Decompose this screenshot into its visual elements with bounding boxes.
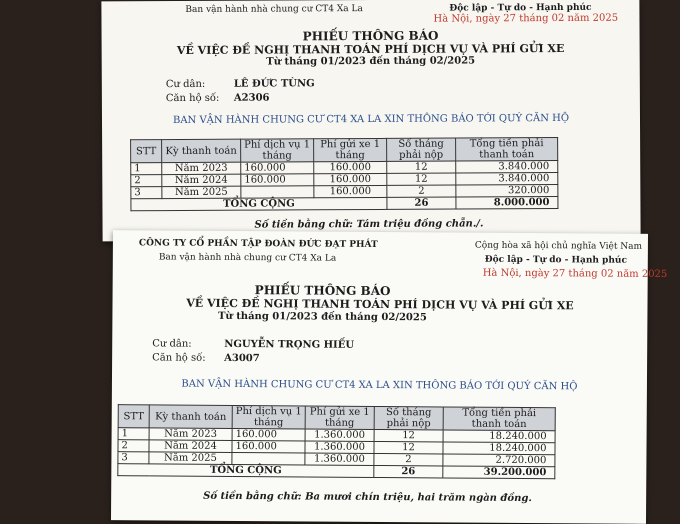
total-row [131, 197, 558, 211]
motto-line: Độc lập - Tự do - Hạnh phúc [484, 254, 627, 266]
cell-period: Năm 2023 [149, 428, 232, 441]
resident-name: LÊ ĐỨC TÙNG [233, 78, 315, 90]
apartment-label: Căn hộ số: [152, 352, 206, 364]
company-name: CÔNG TY CỔ PHẦN TẬP ĐOÀN ĐỨC ĐẠT PHÁT [138, 238, 378, 250]
cell-stt: 3 [118, 452, 149, 464]
cell-period: Năm 2024 [162, 174, 241, 186]
country-line: Cộng hòa xã hội chủ nghĩa Việt Nam [474, 240, 643, 252]
cell-stt: 3 [131, 187, 162, 199]
notice-subtitle: VỀ VIỆC ĐỀ NGHỊ THANH TOÁN PHÍ DỊCH VỤ VÀ PHÍ GỬI XE [186, 296, 574, 313]
col-period: Kỳ thanh toán [149, 405, 232, 429]
cell-total: 3.840.000 [456, 173, 558, 186]
cell-stt: 1 [131, 163, 162, 175]
cell-service-fee: 160.000 [241, 162, 314, 174]
cell-parking-fee: 160.000 [314, 161, 387, 173]
cell-stt: 1 [118, 428, 149, 440]
cell-parking-fee: 160.000 [314, 173, 387, 185]
col-parking-fee: Phí gửi xe 1 tháng [314, 138, 387, 161]
fee-table-header [131, 138, 558, 163]
cell-parking-fee: 1.360.000 [305, 441, 374, 453]
total-label: TỔNG CỘNG [131, 197, 387, 210]
col-total: Tổng tiền phải thanh toán [456, 138, 558, 162]
cell-service-fee [232, 452, 305, 465]
cell-service-fee: 160.000 [241, 174, 314, 186]
resident-label: Cư dân: [152, 338, 192, 350]
date-line: Hà Nội, ngày 27 tháng 02 năm 2025 [482, 267, 668, 281]
total-row [118, 464, 555, 479]
mgmt-board: Ban vận hành nhà chung cư CT4 Xa La [185, 4, 363, 15]
total-amount: 8.000.000 [456, 197, 558, 210]
resident-label: Cư dân: [165, 78, 206, 91]
cell-total: 18.240.000 [443, 430, 555, 443]
cell-period: Năm 2023 [162, 162, 241, 174]
cell-total: 2.720.000 [443, 454, 555, 467]
cell-months: 2 [387, 185, 456, 197]
cell-service-fee: 160.000 [232, 428, 305, 441]
cell-months: 12 [374, 441, 443, 453]
col-parking-fee: Phí gửi xe 1 tháng [305, 406, 374, 429]
amount-in-words: Số tiền bằng chữ: Tám triệu đồng chẵn./. [254, 218, 484, 231]
notice-title: PHIẾU THÔNG BÁO [254, 283, 391, 299]
notice-subtitle: VỀ VIỆC ĐỀ NGHỊ THANH TOÁN PHÍ DỊCH VỤ VÀ PHÍ GỬI XE [176, 41, 565, 58]
notice-sheet-2 [111, 230, 668, 524]
cell-period: Năm 2025 [162, 186, 241, 198]
cell-stt: 2 [118, 440, 149, 452]
cell-months: 12 [387, 161, 456, 173]
total-months: 26 [387, 197, 456, 209]
cell-months: 12 [374, 429, 443, 441]
resident-name: NGUYỄN TRỌNG HIẾU [224, 338, 355, 351]
announce-line: BAN VẬN HÀNH CHUNG CƯ CT4 XA LA XIN THÔNG BÁO TỚI QUÝ CĂN HỘ [172, 112, 570, 127]
mgmt-board: Ban vận hành nhà chung cư CT4 Xa La [158, 252, 337, 264]
col-stt: STT [118, 405, 149, 428]
total-amount: 39.200.000 [443, 466, 555, 479]
notice-period: Từ tháng 01/2023 đến tháng 02/2025 [266, 55, 476, 68]
col-months: Số tháng phải nộp [387, 138, 456, 161]
fee-table [130, 137, 558, 211]
cell-parking-fee: 160.000 [314, 185, 387, 197]
cell-total: 320.000 [456, 185, 558, 198]
cell-total: 3.840.000 [456, 161, 558, 174]
cell-parking-fee: 1.360.000 [305, 429, 374, 441]
apartment-number: A2306 [233, 92, 270, 104]
motto-line: Độc lập - Tự do - Hạnh phúc [449, 2, 592, 14]
cell-period: Năm 2025 [149, 452, 232, 465]
amount-in-words: Số tiền bằng chữ: Ba mươi chín triệu, hai trăm ngàn đồng. [203, 490, 532, 505]
col-months: Số tháng phải nộp [374, 406, 443, 429]
cell-months: 12 [387, 173, 456, 185]
date-line: Hà Nội, ngày 27 tháng 02 năm 2025 [433, 12, 619, 25]
col-period: Kỳ thanh toán [162, 139, 241, 162]
col-stt: STT [131, 140, 162, 163]
announce-line: BAN VẬN HÀNH CHUNG CƯ CT4 XA LA XIN THÔNG BÁO TỚI QUÝ CĂN HỘ [181, 378, 578, 393]
cell-period: Năm 2024 [149, 440, 232, 453]
cell-service-fee: 160.000 [232, 440, 305, 453]
total-label: TỔNG CỘNG [118, 464, 374, 478]
apartment-number: A3007 [224, 352, 260, 365]
col-service-fee: Phí dịch vụ 1 tháng [232, 405, 305, 429]
fee-table-header [118, 405, 555, 431]
cell-service-fee [241, 186, 314, 198]
cell-months: 2 [374, 453, 443, 465]
total-months: 26 [374, 465, 443, 477]
notice-period: Từ tháng 01/2023 đến tháng 02/2025 [217, 310, 427, 324]
fee-table [117, 404, 555, 479]
cell-total: 18.240.000 [443, 442, 555, 455]
col-service-fee: Phí dịch vụ 1 tháng [241, 139, 314, 162]
cell-stt: 2 [131, 175, 162, 187]
apartment-label: Căn hộ số: [165, 92, 220, 105]
cell-parking-fee: 1.360.000 [305, 453, 374, 465]
col-total: Tổng tiền phải thanh toán [443, 407, 555, 431]
notice-title: PHIẾU THÔNG BÁO [302, 28, 439, 44]
notice-sheet-1 [101, 0, 640, 241]
